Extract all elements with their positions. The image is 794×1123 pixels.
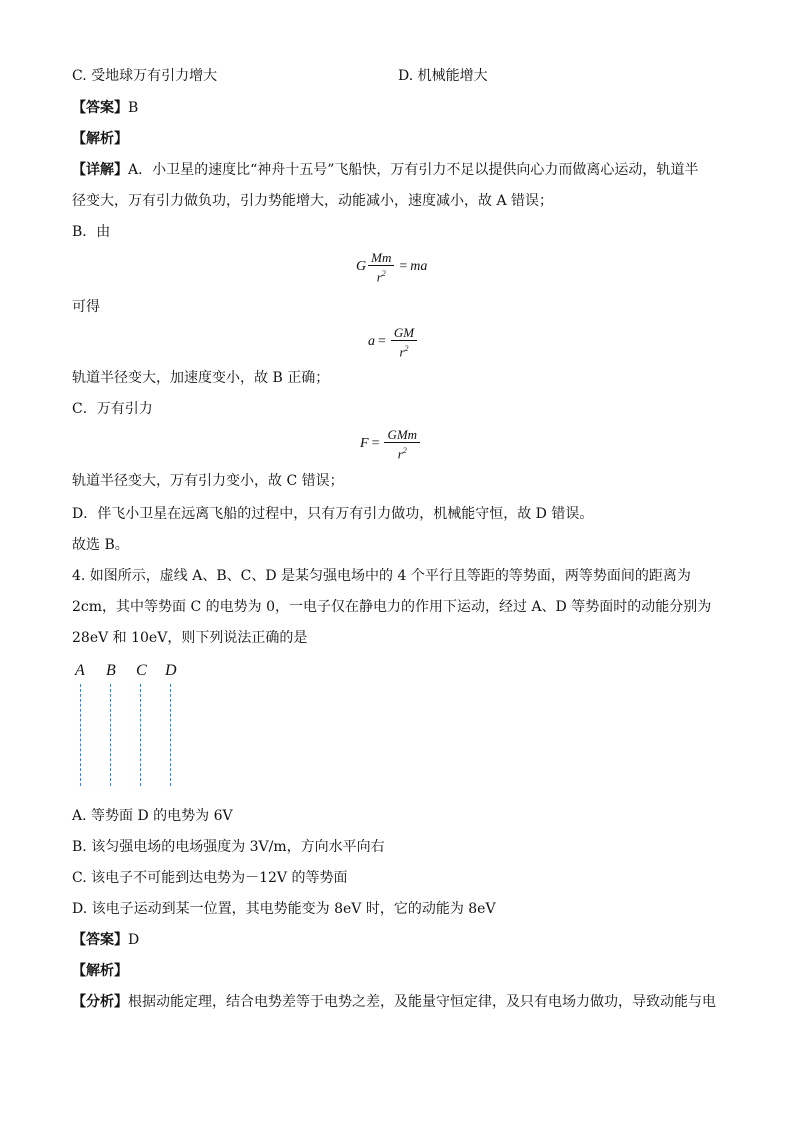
formula-gravity-newton <box>356 250 427 284</box>
detail-text-1: A．小卫星的速度比“神舟十五号”飞船快，万有引力不足以提供向心力而做离心运动，轨道半 <box>128 162 699 178</box>
plane-label-d: D <box>165 662 177 679</box>
fenxi-tag: 【分析】 <box>72 994 128 1010</box>
q4-option-a: A. 等势面 D 的电势为 6V <box>72 808 233 824</box>
fenxi-text: 根据动能定理，结合电势差等于电势之差，及能量守恒定律，及只有电场力做功，导致动能与电 <box>128 994 716 1010</box>
q4-option-b: B. 该匀强电场的电场强度为 3V/m，方向水平向右 <box>72 839 385 855</box>
fraction-denominator: $r^2$ <box>399 344 409 360</box>
analysis-tag-q3: 【解析】 <box>72 131 128 147</box>
detail-tag: 【详解】 <box>72 162 128 178</box>
fraction-denominator: $r^2$ <box>397 446 407 462</box>
detail-line-1 <box>72 161 698 179</box>
kede-text: 可得 <box>72 299 100 315</box>
formula-fraction <box>384 427 420 461</box>
d-conclusion: D．伴飞小卫星在远离飞船的过程中，只有万有引力做功，机械能守恒，故 D 错误。 <box>72 506 594 522</box>
q4-option-d: D. 该电子运动到某一位置，其电势能变为 8eV 时，它的动能为 8eV <box>72 901 496 917</box>
plane-label-c: C <box>136 662 147 679</box>
equipotential-line-d <box>170 684 171 786</box>
q4-stem-line-3: 28eV 和 10eV，则下列说法正确的是 <box>72 630 308 646</box>
fraction-numerator: Mm <box>368 250 394 266</box>
equipotential-line-c <box>140 684 141 786</box>
b-conclusion: 轨道半径变大，加速度变小，故 B 正确； <box>72 370 330 386</box>
formula-acceleration <box>368 325 419 359</box>
formula-lhs: F <box>360 436 369 452</box>
equipotential-line-a <box>80 684 81 786</box>
c-conclusion: 轨道半径变大，万有引力变小，故 C 错误； <box>72 473 344 489</box>
answer-line-q4 <box>72 931 139 949</box>
answer-value: D <box>128 932 140 948</box>
plane-label-b: B <box>106 662 116 679</box>
q4-stem-line-2: 2cm，其中等势面 C 的电势为 0，一电子仅在静电力的作用下运动，经过 A、D 等势面时的动能分别为 <box>72 599 712 615</box>
equals-sign: = <box>371 436 380 452</box>
analysis-tag-q4: 【解析】 <box>72 963 128 979</box>
formula-g: G <box>356 259 367 275</box>
equipotential-line-b <box>110 684 111 786</box>
fenxi-line <box>72 993 716 1011</box>
q4-stem-line-1: 4. 如图所示，虚线 A、B、C、D 是某匀强电场中的 4 个平行且等距的等势面，两等势面间的距离为 <box>72 568 691 584</box>
equals-sign: = <box>399 259 408 275</box>
formula-lhs: a <box>368 334 375 350</box>
answer-value: B <box>128 100 139 116</box>
fraction-numerator: GMm <box>384 427 420 443</box>
fraction-numerator: GM <box>391 325 417 341</box>
answer-tag: 【答案】 <box>72 932 128 948</box>
detail-line-2: 径变大，万有引力做负功，引力势能增大，动能减小，速度减小，故 A 错误； <box>72 193 554 209</box>
equals-sign: = <box>378 334 386 350</box>
formula-rhs: ma <box>410 259 428 275</box>
c-intro: C．万有引力 <box>72 401 153 417</box>
option-c-q3: C. 受地球万有引力增大 <box>72 68 218 84</box>
formula-gravitation <box>360 427 422 461</box>
equipotential-figure <box>68 662 198 790</box>
q4-option-c: C. 该电子不可能到达电势为－12V 的等势面 <box>72 870 348 886</box>
answer-line-q3 <box>72 99 138 117</box>
plane-label-a: A <box>75 662 85 679</box>
final-answer-q3: 故选 B。 <box>72 537 129 553</box>
b-intro: B．由 <box>72 224 111 240</box>
formula-fraction <box>391 325 417 359</box>
formula-fraction <box>368 250 394 284</box>
option-d-q3: D. 机械能增大 <box>398 68 488 84</box>
answer-tag: 【答案】 <box>72 100 128 116</box>
fraction-denominator: $r^2$ <box>376 269 386 285</box>
